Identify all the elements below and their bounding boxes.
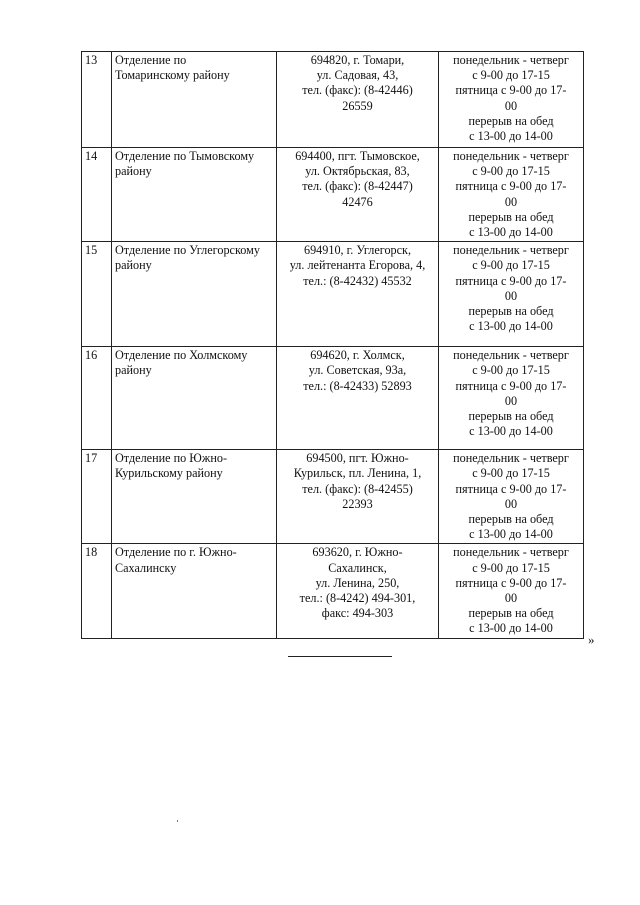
office-hours — [439, 347, 584, 450]
hours-line: с 9-00 до 17-15 — [472, 560, 550, 575]
address-line: факс: 494-303 — [321, 606, 394, 621]
office-address — [277, 450, 439, 544]
hours-line: 00 — [504, 288, 518, 303]
office-name-line: району — [115, 258, 152, 273]
end-divider — [288, 656, 392, 657]
table-row — [82, 347, 584, 450]
offices-table — [81, 51, 584, 639]
address-line: 694400, пгт. Тымовское, — [295, 149, 420, 163]
office-name-line: Курильскому району — [115, 466, 223, 481]
row-number: 15 — [82, 242, 112, 347]
office-name — [112, 242, 277, 347]
office-name-line: Сахалинску — [115, 560, 177, 575]
hours-line: перерыв на обед — [468, 113, 554, 128]
address-line: ул. Садовая, 43, — [316, 68, 399, 83]
hours-line: понедельник - четверг — [453, 451, 569, 466]
address-line: 26559 — [342, 98, 373, 113]
office-hours — [439, 242, 584, 347]
hours-line: понедельник - четверг — [453, 149, 569, 163]
address-line: ул. Советская, 93а, — [308, 363, 407, 378]
hours-line: понедельник - четверг — [453, 243, 569, 258]
row-number: 13 — [82, 52, 112, 148]
hours-line: пятница с 9-00 до 17- — [455, 273, 567, 288]
address-line: тел.: (8-4242) 494-301, — [299, 591, 416, 606]
address-line: 694500, пгт. Южно- — [306, 451, 409, 466]
offices-table-body — [82, 52, 584, 639]
hours-line: перерыв на обед — [468, 606, 554, 621]
address-line: 694620, г. Холмск, — [310, 348, 405, 363]
office-address — [277, 148, 439, 242]
office-name-line: Томаринскому району — [115, 68, 230, 83]
office-name-line: району — [115, 363, 152, 378]
office-name-line: Отделение по Южно- — [115, 451, 228, 466]
office-hours — [439, 450, 584, 544]
address-line: тел. (факс): (8-42447) — [302, 179, 413, 194]
office-name — [112, 450, 277, 544]
office-name — [112, 347, 277, 450]
hours-line: с 9-00 до 17-15 — [472, 363, 550, 378]
hours-line: 00 — [504, 98, 518, 113]
address-line: Курильск, пл. Ленина, 1, — [293, 466, 422, 481]
row-number: 14 — [82, 148, 112, 242]
office-name-line: Отделение по Тымовскому — [115, 149, 255, 163]
office-address — [277, 347, 439, 450]
hours-line: перерыв на обед — [468, 409, 554, 424]
table-row — [82, 450, 584, 544]
office-address — [277, 544, 439, 638]
hours-line: 00 — [504, 194, 518, 209]
hours-line: понедельник - четверг — [453, 545, 569, 560]
address-line: тел. (факс): (8-42446) — [302, 83, 413, 98]
address-line: ул. лейтенанта Егорова, 4, — [289, 258, 426, 273]
office-name — [112, 52, 277, 148]
address-line: ул. Ленина, 250, — [315, 575, 400, 590]
hours-line: с 13-00 до 14-00 — [469, 225, 553, 240]
hours-line: пятница с 9-00 до 17- — [455, 179, 567, 194]
office-hours — [439, 148, 584, 242]
hours-line: с 9-00 до 17-15 — [472, 164, 550, 179]
scan-speck — [177, 820, 178, 822]
address-line: тел. (факс): (8-42455) — [302, 481, 413, 496]
hours-line: с 13-00 до 14-00 — [469, 621, 553, 636]
office-name — [112, 148, 277, 242]
address-line: Сахалинск, — [328, 560, 387, 575]
address-line: тел.: (8-42432) 45532 — [303, 273, 412, 288]
office-name-line: Отделение по Холмскому — [115, 348, 248, 363]
office-hours — [439, 544, 584, 638]
address-line: 694910, г. Углегорск, — [303, 243, 412, 258]
row-number: 18 — [82, 544, 112, 638]
address-line: 22393 — [342, 496, 373, 511]
office-name-line: Отделение по Углегорскому — [115, 243, 260, 258]
hours-line: с 9-00 до 17-15 — [472, 466, 550, 481]
table-row — [82, 544, 584, 638]
hours-line: с 13-00 до 14-00 — [469, 129, 553, 144]
hours-line: с 13-00 до 14-00 — [469, 319, 553, 334]
office-hours — [439, 52, 584, 148]
address-line: ул. Октябрьская, 83, — [305, 164, 410, 179]
hours-line: 00 — [504, 496, 518, 511]
address-line: тел.: (8-42433) 52893 — [303, 378, 412, 393]
office-address — [277, 242, 439, 347]
hours-line: понедельник - четверг — [453, 348, 569, 363]
office-name — [112, 544, 277, 638]
hours-line: перерыв на обед — [468, 209, 554, 224]
office-name-line: Отделение по г. Южно- — [115, 545, 237, 560]
address-line: 42476 — [342, 194, 373, 209]
address-line: 694820, г. Томари, — [310, 53, 405, 67]
hours-line: с 13-00 до 14-00 — [469, 527, 553, 542]
hours-line: пятница с 9-00 до 17- — [455, 378, 567, 393]
office-address — [277, 52, 439, 148]
hours-line: 00 — [504, 393, 518, 408]
closing-quote: » — [588, 632, 595, 647]
hours-line: пятница с 9-00 до 17- — [455, 481, 567, 496]
hours-line: с 13-00 до 14-00 — [469, 424, 553, 439]
row-number: 16 — [82, 347, 112, 450]
hours-line: с 9-00 до 17-15 — [472, 68, 550, 83]
hours-line: пятница с 9-00 до 17- — [455, 83, 567, 98]
office-name-line: району — [115, 164, 152, 179]
address-line: 693620, г. Южно- — [312, 545, 403, 560]
table-row — [82, 242, 584, 347]
row-number: 17 — [82, 450, 112, 544]
table-row — [82, 148, 584, 242]
hours-line: 00 — [504, 591, 518, 606]
hours-line: пятница с 9-00 до 17- — [455, 575, 567, 590]
hours-line: понедельник - четверг — [453, 53, 569, 67]
hours-line: перерыв на обед — [468, 512, 554, 527]
hours-line: перерыв на обед — [468, 304, 554, 319]
hours-line: с 9-00 до 17-15 — [472, 258, 550, 273]
office-name-line: Отделение по — [115, 53, 187, 67]
table-row — [82, 52, 584, 148]
